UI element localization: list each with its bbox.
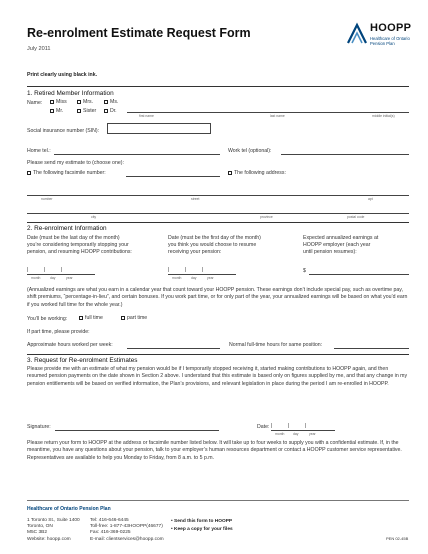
name-label: Name: — [27, 100, 43, 106]
earnings-input[interactable] — [309, 274, 409, 275]
return-instructions: Please return your form to HOOPP at the address or facsimile number listed below. It will take up to four weeks to supply you with a confidential estimate. If, in the meantime, you have any questions about your pension, talk to your employer’s human resources department or contact a HOOPP customer service representative. Representatives are available to help you Monday to Friday, from 8 a.m. to 5 p.m. — [27, 440, 402, 461]
year-caption: year — [207, 276, 214, 280]
fax-option[interactable]: The following facsimile number: — [27, 170, 106, 176]
checkbox-icon[interactable] — [104, 109, 108, 113]
city-caption: city — [91, 215, 97, 219]
full-time-option[interactable]: full time — [79, 315, 103, 321]
year-caption: year — [66, 276, 73, 280]
checkbox-icon[interactable] — [104, 100, 108, 104]
month-caption: month — [31, 276, 41, 280]
date-separator: | — [168, 267, 170, 273]
province-caption: province — [260, 215, 273, 219]
address-street-input[interactable] — [27, 195, 409, 196]
part-time-option[interactable]: part time — [121, 315, 147, 321]
checkbox-icon[interactable] — [77, 100, 81, 104]
fax-number-input[interactable] — [126, 176, 220, 177]
estimate-request-text: Please provide me with an estimate of what my pension would be if I temporarily stopped receiving it, started making contributions to HOOPP again, and then resumed pension payments on the date shown in Section 2 above. I understand that this estimate is based only on figures supplied by me, and that any change in my pension entitlements will be based on verified information, the Plan’s provisions, and relevant legislation in place during the period I am re-enrolled in HOOPP. — [27, 366, 408, 387]
hoopp-logo-icon — [345, 22, 369, 46]
footer-address: 1 Toronto St., Suite 1400 Toronto, ON M5C 3B2 Website: hoopp.com — [27, 518, 80, 542]
address-city-input[interactable] — [27, 213, 409, 214]
footer-org-name: Healthcare of Ontario Pension Plan — [27, 506, 111, 512]
send-estimate-label: Please send my estimate to (choose one): — [27, 160, 124, 166]
checkbox-icon[interactable] — [77, 109, 81, 113]
approx-hours-input[interactable] — [127, 348, 220, 349]
day-caption: day — [50, 276, 56, 280]
month-caption: month — [275, 432, 285, 436]
title-sister-option[interactable]: Sister — [77, 108, 96, 114]
dollar-sign: $ — [303, 268, 306, 274]
home-tel-label: Home tel.: — [27, 148, 51, 154]
title-mr-option[interactable]: Mr. — [50, 108, 63, 114]
section2-heading: 2. Re-enrolment Information — [27, 225, 107, 232]
stop-date-label: Date (must be the last day of the month) you’re considering temporarily stopping your pension, and resuming HOOPP contributions: — [27, 235, 132, 256]
fulltime-hours-label: Normal full-time hours for same position: — [229, 342, 323, 348]
date-separator: | — [61, 267, 63, 273]
sin-input[interactable] — [107, 123, 211, 134]
title-mrs-option[interactable]: Mrs. — [77, 99, 93, 105]
logo-org-name: Healthcare of Ontario Pension Plan — [370, 36, 410, 46]
form-title: Re-enrolment Estimate Request Form — [27, 26, 251, 40]
work-tel-input[interactable] — [281, 154, 409, 155]
signature-label: Signature: — [27, 424, 51, 430]
footer-contacts: Tel: 416-646-6445 Toll-free: 1-877-43HOOPP(46677) Fax: 416-369-0225 E-mail: clientservices@hoopp.com — [90, 518, 164, 542]
logo-wordmark: HOOPP — [370, 22, 412, 34]
footer-rule — [27, 500, 409, 501]
checkbox-icon[interactable] — [121, 316, 125, 320]
last-name-caption: last name — [270, 114, 285, 118]
checkbox-icon[interactable] — [50, 109, 54, 113]
resume-date-label: Date (must be the first day of the month) you think you would choose to resume receiving your pension: — [168, 235, 261, 256]
date-separator: | — [185, 267, 187, 273]
form-date: July 2011 — [27, 46, 51, 52]
title-ms-option[interactable]: Ms. — [104, 99, 118, 105]
number-caption: number — [41, 197, 53, 201]
section3-heading: 3. Request for Re-enrolment Estimates — [27, 357, 138, 364]
middle-initial-caption: middle initial(s) — [372, 114, 395, 118]
checkbox-icon[interactable] — [228, 171, 232, 175]
approx-hours-label: Approximate hours worked per week: — [27, 342, 113, 348]
day-caption: day — [191, 276, 197, 280]
date-separator: | — [44, 267, 46, 273]
part-time-note: If part time, please provide: — [27, 329, 90, 335]
date-separator: | — [288, 423, 290, 429]
year-caption: year — [309, 432, 316, 436]
earnings-note: (Annualized earnings are what you earn in a calendar year that count toward your HOOPP pension. These earnings don’t include special pay, such as overtime pay, shift premiums, “percentage-in-lieu”, and certain bonuses. If you work part time, or for only part of the year, your annualized earnings will be based on what you’d earn if you worked full time for the whole year.) — [27, 287, 408, 308]
checkbox-icon[interactable] — [27, 171, 31, 175]
date-separator: | — [305, 423, 307, 429]
home-tel-input[interactable] — [54, 154, 220, 155]
day-caption: day — [293, 432, 299, 436]
signature-input[interactable] — [55, 430, 219, 431]
print-instruction: Print clearly using black ink. — [27, 72, 98, 78]
work-tel-label: Work tel (optional): — [228, 148, 272, 154]
form-code: PEN 02-45B — [386, 536, 409, 541]
postal-code-caption: postal code — [347, 215, 365, 219]
section1-heading: 1. Retired Member Information — [27, 90, 114, 97]
first-name-caption: first name — [139, 114, 154, 118]
date-separator: | — [202, 267, 204, 273]
signature-date-input[interactable] — [271, 424, 335, 431]
title-miss-option[interactable]: Miss — [50, 99, 67, 105]
date-separator: | — [271, 423, 273, 429]
title-dr-option[interactable]: Dr. — [104, 108, 117, 114]
apt-caption: apt — [368, 197, 373, 201]
name-field[interactable] — [127, 112, 409, 113]
section2-rule — [27, 222, 409, 223]
footer-bullet-copy: • Keep a copy for your files — [171, 527, 233, 532]
footer-bullet-send: • Send this form to HOOPP — [171, 519, 233, 524]
address-option[interactable]: The following address: — [228, 170, 286, 176]
working-label: You’ll be working: — [27, 316, 68, 322]
section3-rule — [27, 354, 409, 355]
date-separator: | — [27, 267, 29, 273]
sin-label: Social insurance number (SIN): — [27, 128, 100, 134]
street-caption: street — [191, 197, 200, 201]
month-caption: month — [172, 276, 182, 280]
checkbox-icon[interactable] — [50, 100, 54, 104]
earnings-label: Expected annualized earnings at HOOPP employer (each year until pension resumes): — [303, 235, 379, 256]
checkbox-icon[interactable] — [79, 316, 83, 320]
fulltime-hours-input[interactable] — [334, 348, 409, 349]
date-label: Date: — [257, 424, 270, 430]
section1-rule — [27, 86, 409, 87]
